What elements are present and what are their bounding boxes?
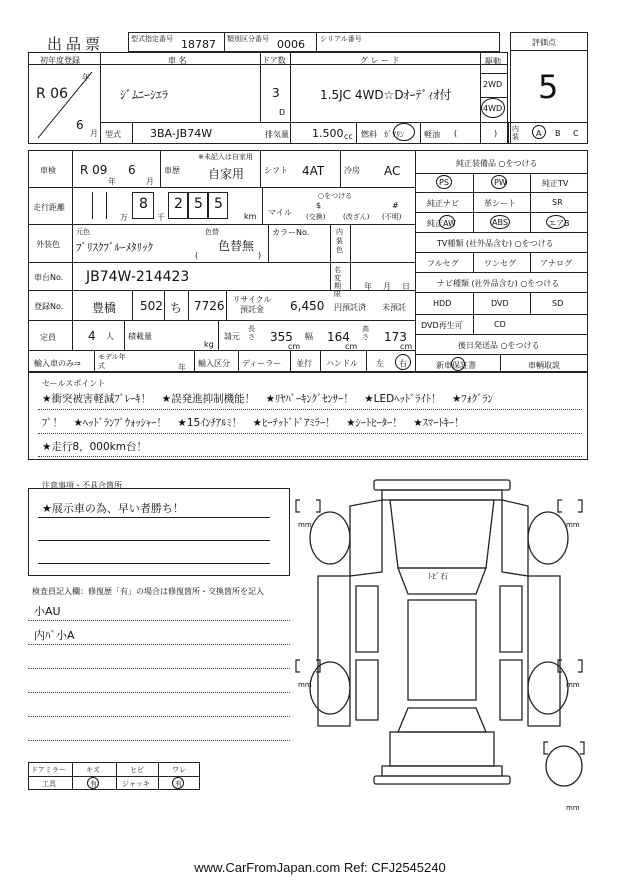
car-name: ｼﾞﾑﾆｰｼｴﾗ xyxy=(120,88,169,102)
color-change-label: 色替 xyxy=(205,228,219,236)
sales-line-3: ★走行8，000km台！ xyxy=(42,441,147,453)
name-change-day: 日 xyxy=(402,282,410,291)
equip-aw: 純正AW xyxy=(427,219,456,228)
equip-aw-circle xyxy=(439,215,455,229)
name-change-year: 年 xyxy=(364,282,372,291)
rating-value: 5 xyxy=(538,68,559,106)
equip-sr: SR xyxy=(552,198,563,207)
registration-number: 7726 xyxy=(194,299,225,313)
mileage-label: 走行距離 xyxy=(33,203,65,212)
width-label: 幅 xyxy=(305,332,313,341)
tbl-jack: ジャッキ xyxy=(122,780,150,788)
notes-line-1: ★展示車の為、早い者勝ち！ xyxy=(42,502,184,515)
grade-value: 1.5JC 4WD☆Dｵｰﾃﾞｨｵ付 xyxy=(320,88,452,102)
handle-right-circle xyxy=(395,354,411,370)
inspection-era: R 09 xyxy=(80,163,108,177)
tbl-tools-yes: 有 xyxy=(90,780,97,788)
model-year-label: モデル年式 xyxy=(98,353,126,370)
mileage-sen-unit: 千 xyxy=(157,213,165,222)
diagram-stone-chip-label: ﾄﾋﾞ石 xyxy=(428,572,448,581)
recycle-unit: 円預託済 xyxy=(334,303,366,312)
fuel-circle xyxy=(393,123,415,141)
month-unit: 月 xyxy=(90,129,98,138)
mileage-check-label: ○をつける xyxy=(318,192,353,200)
registration-kana: ち xyxy=(170,301,183,315)
tbl-scratch: キズ xyxy=(86,766,100,774)
orig-color-label: 元色 xyxy=(76,228,90,236)
type-value: 3BA-JB74W xyxy=(150,127,213,140)
interior-grade-c: C xyxy=(573,129,579,138)
height-label: 高さ xyxy=(362,325,369,341)
tbl-crack: ヒビ xyxy=(130,766,144,774)
class-no-value: 0006 xyxy=(277,38,305,51)
name-change-label: 名変期限 xyxy=(334,266,341,298)
model-code-label: 型式指定番号 xyxy=(131,35,173,43)
displacement-value: 1.500 xyxy=(312,127,344,140)
chassis-label: 車台No. xyxy=(34,273,64,282)
handle-left: 左 xyxy=(376,359,384,368)
tv-type-title: TV種類 (社外品含む) ○をつける xyxy=(437,239,554,248)
length-label: 長さ xyxy=(248,325,255,341)
fuel-label: 燃料 xyxy=(361,130,377,139)
year-unit: 年 xyxy=(82,73,90,82)
class-no-label: 類別区分番号 xyxy=(227,35,269,43)
navi-sd: SD xyxy=(552,299,564,308)
inspection-label: 車検 xyxy=(40,166,56,175)
mm-rr: mm xyxy=(566,681,580,689)
inspector-line-2: 内ﾊﾞ小A xyxy=(34,629,75,642)
import-category-label: 輸入区分 xyxy=(198,359,230,368)
registration-region: 豊橋 xyxy=(92,301,117,315)
cc-unit: cc xyxy=(344,132,353,141)
kg-unit: kg xyxy=(204,340,214,349)
chassis-value: JB74W-214423 xyxy=(86,269,190,285)
drive-4wd: 4WD xyxy=(483,104,503,113)
equip-ps-circle xyxy=(436,175,452,189)
type-label: 型式 xyxy=(105,130,121,139)
drive-4wd-circle xyxy=(481,98,505,118)
sales-line-1: ★衝突被害軽減ﾌﾞﾚｰｷ！ ★誤発進抑制機能！ ★ﾘﾔﾊﾞｰｷﾝｸﾞｾﾝｻｰ！ ★LEDﾍｯﾄﾞﾗｲﾄ！ ★ﾌｫｸﾞﾗﾝ xyxy=(42,393,493,405)
mileage-mile: マイル xyxy=(268,208,292,217)
later-warranty: 新車保証書 xyxy=(436,361,476,370)
mm-fr: mm xyxy=(566,521,580,529)
first-reg-month: 6 xyxy=(76,118,84,132)
fuel-value: ｶﾞｿﾘﾝ xyxy=(384,130,404,139)
mileage-digit-1: 8 xyxy=(139,196,148,212)
mm-spare: mm xyxy=(566,804,580,812)
drive-2wd: 2WD xyxy=(483,80,503,89)
mileage-digit-3: 5 xyxy=(194,196,203,212)
height-value: 173 xyxy=(384,330,407,344)
equipment-title: 純正装備品 ○をつける xyxy=(456,159,538,168)
serial-label: シリアル番号 xyxy=(320,35,362,43)
tv-fullseg: フルセグ xyxy=(427,259,459,268)
recycle-label: リサイクル預託金 xyxy=(232,295,272,314)
inspection-month-unit: 月 xyxy=(146,177,154,186)
light-oil-label: 軽油 xyxy=(424,130,440,139)
tbl-tools: 工具 xyxy=(42,780,56,788)
recycle-value: 6,450 xyxy=(290,299,325,313)
footer-watermark: www.CarFromJapan.com Ref: CFJ2545240 xyxy=(194,860,446,875)
mm-rl: mm xyxy=(298,681,312,689)
name-change-month: 月 xyxy=(383,282,391,291)
rating-label: 評価点 xyxy=(532,38,556,47)
length-cm: cm xyxy=(288,342,301,351)
equip-ps: PS xyxy=(439,178,449,187)
capacity-value: 4 xyxy=(88,329,96,343)
sales-line-2: ﾌﾟ！ ★ﾍｯﾄﾞﾗﾝﾌﾟｳｫｯｼｬｰ！ ★15ｲﾝﾁｱﾙﾐ！ ★ﾋｰﾃｯﾄﾞﾄﾞｱﾐﾗｰ！ ★ｼｰﾄﾋｰﾀｰ！ ★ｽﾏｰﾄｷｰ！ xyxy=(42,417,465,429)
displacement-label: 排気量 xyxy=(265,130,289,139)
later-manual: 車輌取説 xyxy=(528,361,560,370)
navi-hdd: HDD xyxy=(433,299,452,308)
navi-type-title: ナビ種類 (社外品含む) ○をつける xyxy=(437,279,560,288)
mileage-man-unit: 万 xyxy=(120,213,128,222)
tbl-tools-circle xyxy=(87,777,99,789)
equip-navi: 純正ナビ xyxy=(427,199,459,208)
shift-value: 4AT xyxy=(302,164,325,178)
equip-pw: PW xyxy=(494,178,507,187)
mileage-dollar: $ xyxy=(316,201,322,210)
car-name-label: 車 名 xyxy=(168,56,187,65)
mm-fl: mm xyxy=(298,521,312,529)
equip-pw-circle xyxy=(491,175,507,189)
sales-title: セールスポイント xyxy=(42,379,106,388)
exterior-color-value: ﾌﾞﾘｽｸﾌﾞﾙｰﾒﾀﾘｯｸ xyxy=(76,241,153,254)
later-title: 後日発送品 ○をつける xyxy=(458,341,540,350)
width-value: 164 xyxy=(327,330,350,344)
inspection-year-unit: 年 xyxy=(108,177,116,186)
inspector-title: 検査員記入欄：修復歴「有」の場合は修復箇所・交換箇所を記入 xyxy=(32,587,264,596)
tbl-door-mirror: ドアミラー xyxy=(31,766,66,774)
request-label: 請元 xyxy=(224,332,240,341)
interior-grade-b: B xyxy=(555,129,561,138)
interior-label: 内装 xyxy=(512,125,519,141)
height-cm: cm xyxy=(400,342,413,351)
car-damage-diagram xyxy=(290,476,600,816)
width-cm: cm xyxy=(345,342,358,351)
tbl-break: ワレ xyxy=(172,766,186,774)
navi-dvd: DVD xyxy=(491,299,509,308)
equip-abs-circle xyxy=(490,215,510,229)
navi-dvd-play: DVD再生可 xyxy=(421,321,463,330)
mileage-unknown: (不明) xyxy=(382,213,402,221)
usage-label: 車歴 xyxy=(164,166,180,175)
notes-title: 注意事項・不具合箇所 xyxy=(42,481,122,490)
import-dealer: ディーラー xyxy=(242,359,282,368)
handle-right: 右 xyxy=(399,359,407,368)
navi-cd: CD xyxy=(494,320,506,329)
load-label: 積載量 xyxy=(128,332,152,341)
paren-close: ) xyxy=(494,129,498,138)
interior-grade-a: A xyxy=(536,129,542,138)
doors-value: 3 xyxy=(272,86,280,100)
ac-label: 冷房 xyxy=(344,166,360,175)
capacity-label: 定員 xyxy=(40,333,56,342)
mileage-km-unit: km xyxy=(244,212,257,221)
color-change-value: 色替無 xyxy=(218,239,255,253)
length-value: 355 xyxy=(270,330,293,344)
capacity-unit: 人 xyxy=(106,332,114,341)
interior-color-label: 内装色 xyxy=(336,228,343,254)
import-parallel: 並行 xyxy=(296,359,312,368)
equip-airbag-circle xyxy=(546,215,566,229)
usage-value: 自家用 xyxy=(208,167,245,181)
registration-class: 502 xyxy=(140,299,163,313)
exterior-color-label: 外装色 xyxy=(36,240,60,249)
later-warranty-circle xyxy=(451,357,465,371)
first-reg-era: R 06 xyxy=(36,86,68,102)
document-title: 出品票 xyxy=(47,35,105,53)
tbl-jack-yes: 有 xyxy=(175,780,182,788)
registration-label: 登録No. xyxy=(34,302,64,311)
doors-sub: D xyxy=(279,108,286,117)
equip-abs: ABS xyxy=(492,218,508,227)
model-code-value: 18787 xyxy=(181,38,216,51)
ac-value: AC xyxy=(384,164,401,178)
shift-label: シフト xyxy=(264,166,288,175)
usage-note: ※未記入は自家用 xyxy=(198,153,253,161)
handle-label: ハンドル xyxy=(326,359,358,368)
tbl-jack-circle xyxy=(172,777,184,789)
inspector-line-1: 小AU xyxy=(34,605,61,618)
doors-label: ドア数 xyxy=(262,56,286,65)
first-reg-label: 初年度登録 xyxy=(40,56,80,65)
mileage-hash: # xyxy=(392,201,399,210)
equip-airbag: エアB xyxy=(548,219,570,228)
equip-tv: 純正TV xyxy=(542,179,569,188)
mileage-digit-2: 2 xyxy=(174,196,183,212)
color-paren-close: ) xyxy=(258,251,262,260)
mileage-digit-4: 5 xyxy=(214,196,223,212)
interior-a-circle xyxy=(532,125,546,139)
model-year-unit: 年 xyxy=(178,363,186,372)
drive-label: 駆動 xyxy=(485,57,501,66)
mileage-exchanged: (交換) xyxy=(306,213,326,221)
paren-open: ( xyxy=(454,129,458,138)
inspection-month: 6 xyxy=(128,163,136,177)
mileage-tampered: (改ざん) xyxy=(343,213,370,221)
import-label: 輸入車のみ⇒ xyxy=(34,359,81,368)
recycle-none: 未預託 xyxy=(382,303,406,312)
color-paren-open: ( xyxy=(195,251,199,260)
tv-oneseg: ワンセグ xyxy=(484,259,516,268)
tv-analog: アナログ xyxy=(540,259,572,268)
grade-label: グ レ ー ド xyxy=(360,56,400,65)
color-no-label: カラーNo. xyxy=(272,228,310,237)
diagonal-divider xyxy=(30,66,100,144)
equip-leather: 革シート xyxy=(484,199,516,208)
